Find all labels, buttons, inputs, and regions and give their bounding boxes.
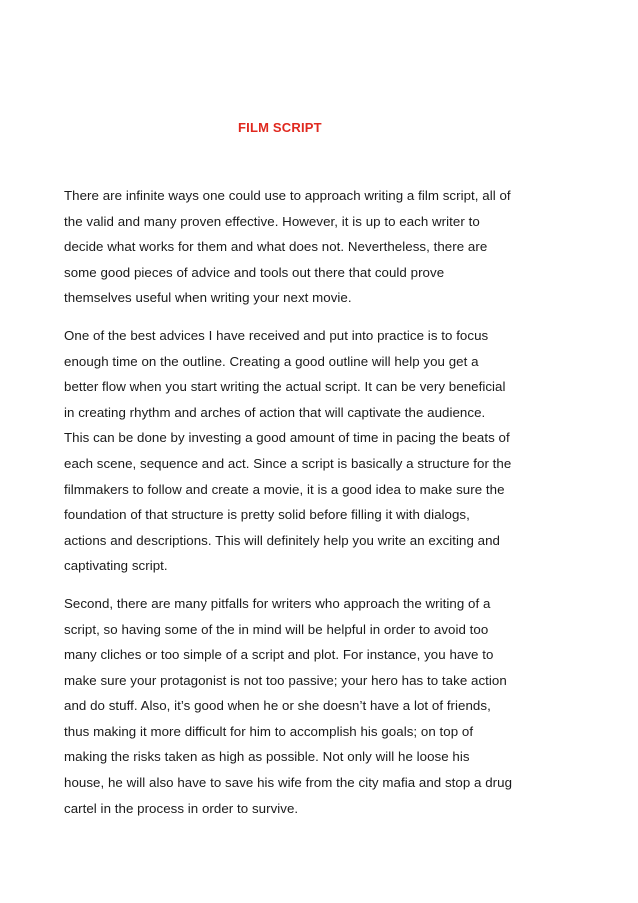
text-line: actions and descriptions. This will definitely help you write an exciting and (64, 532, 500, 548)
text-line: Second, there are many pitfalls for writers who approach the writing of a (64, 595, 491, 611)
text-line: many cliches or too simple of a script and plot. For instance, you have to (64, 647, 494, 663)
text-line: house, he will also have to save his wife from the city mafia and stop a drug (64, 775, 513, 791)
text-line: and do stuff. Also, it’s good when he or she doesn’t have a lot of friends, (64, 698, 491, 714)
text-line: make sure your protagonist is not too passive; your hero has to take action (64, 672, 507, 688)
text-line: script, so having some of the in mind will be helpful in order to avoid too (64, 621, 489, 637)
text-line: captivating script. (64, 558, 168, 574)
text-line: One of the best advices I have received and put into practice is to focus (64, 327, 489, 343)
text-line: in creating rhythm and arches of action that will captivate the audience. (64, 404, 486, 420)
document-title: FILM SCRIPT (238, 120, 322, 135)
paragraph-1 (64, 183, 574, 311)
text-line: making the risks taken as high as possible. Not only will he loose his (64, 749, 470, 765)
text-line: filmmakers to follow and create a movie, it is a good idea to make sure the (64, 481, 505, 497)
text-line: enough time on the outline. Creating a good outline will help you get a (64, 353, 479, 369)
text-line: thus making it more difficult for him to accomplish his goals; on top of (64, 723, 474, 739)
document-body (64, 183, 574, 833)
text-line: There are infinite ways one could use to approach writing a film script, all of (64, 188, 511, 203)
text-line: This can be done by investing a good amount of time in pacing the beats of (64, 430, 510, 446)
text-line: foundation of that structure is pretty solid before filling it with dialogs, (64, 507, 470, 523)
text-line: decide what works for them and what does not. Nevertheless, there are (64, 239, 488, 255)
text-line: better flow when you start writing the actual script. It can be very beneficial (64, 379, 506, 395)
text-line: cartel in the process in order to survive. (64, 800, 299, 816)
paragraph-2 (64, 323, 574, 579)
text-line: some good pieces of advice and tools out there that could prove (64, 264, 445, 280)
text-line: themselves useful when writing your next movie. (64, 290, 352, 306)
paragraph-3 (64, 591, 574, 821)
text-line: each scene, sequence and act. Since a script is basically a structure for the (64, 455, 512, 471)
text-line: the valid and many proven effective. However, it is up to each writer to (64, 213, 480, 229)
